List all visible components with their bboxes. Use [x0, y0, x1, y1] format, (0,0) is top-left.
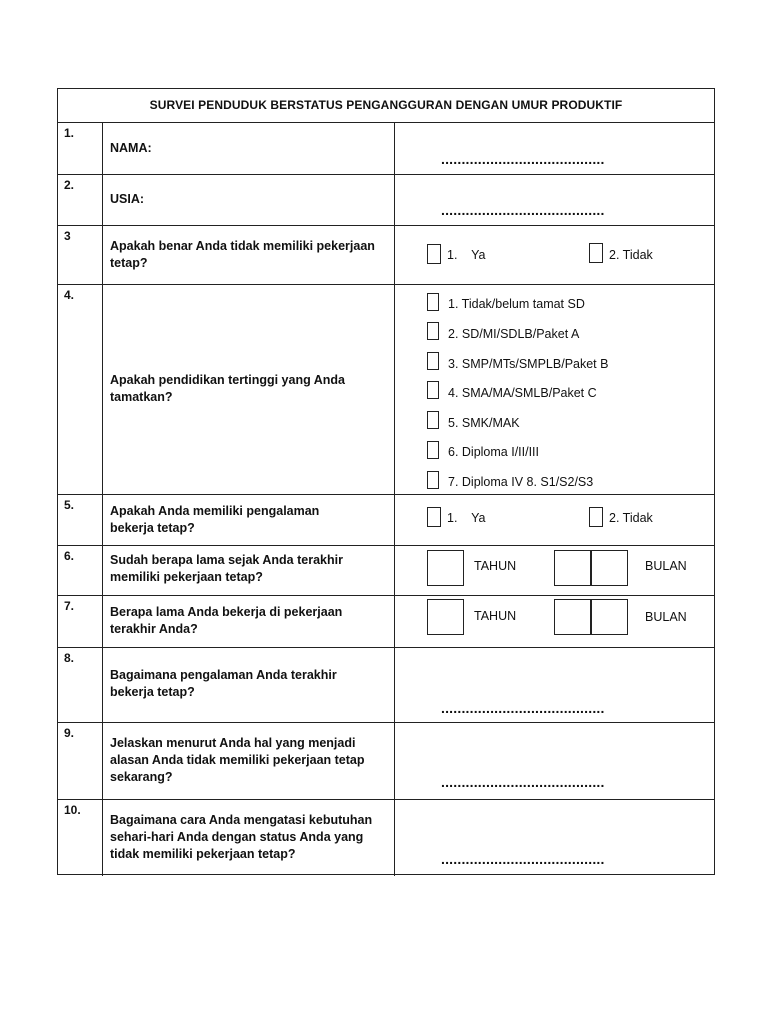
answer-cell: [395, 546, 714, 595]
answer-cell: [395, 175, 714, 225]
option-edu-3: 3. SMP/MTs/SMPLB/Paket B: [448, 357, 609, 371]
option-edu-6: 6. Diploma I/II/III: [448, 445, 540, 459]
question-number: 1.: [58, 123, 103, 174]
answer-blank[interactable]: ........................................: [441, 202, 605, 218]
option-tidak: 2. Tidak: [609, 248, 653, 262]
year-unit-label: TAHUN: [474, 609, 517, 623]
question-number: 3: [58, 226, 103, 284]
checkbox-tidak[interactable]: [589, 243, 603, 263]
question-number: 4.: [58, 285, 103, 494]
answer-cell: [395, 596, 714, 647]
answer-blank[interactable]: ........................................: [441, 700, 605, 716]
option-edu-1: 1. Tidak/belum tamat SD: [448, 297, 585, 311]
question-text: Sudah berapa lama sejak Anda terakhir memiliki pekerjaan tetap?: [110, 553, 343, 584]
question-row-7: [58, 596, 714, 648]
question-row-5: [58, 495, 714, 546]
option-edu-5: 5. SMK/MAK: [448, 416, 520, 430]
question-row-4: [58, 285, 714, 495]
question-text: Bagaimana pengalaman Anda terakhir bekerja tetap?: [110, 668, 337, 699]
month-unit-label: BULAN: [645, 610, 687, 624]
question-text: Apakah benar Anda tidak memiliki pekerjaan tetap?: [110, 239, 375, 270]
checkbox-edu-6[interactable]: [427, 441, 439, 459]
question-text: NAMA:: [110, 141, 152, 155]
answer-cell: [395, 226, 714, 284]
option-tidak: 2. Tidak: [609, 511, 653, 525]
question-number: 10.: [58, 800, 103, 876]
question-row-3: [58, 226, 714, 285]
answer-cell: [395, 723, 714, 799]
checkbox-edu-5[interactable]: [427, 411, 439, 429]
answer-cell: [395, 800, 714, 876]
question-text: USIA:: [110, 192, 145, 206]
survey-form: [57, 88, 715, 875]
year-unit-label: TAHUN: [474, 559, 517, 573]
question-row-6: [58, 546, 714, 596]
question-text: Jelaskan menurut Anda hal yang menjadi alasan Anda tidak memiliki pekerjaan tetap sekarang?: [110, 736, 365, 784]
month-digit-box-2[interactable]: [591, 599, 628, 635]
question-text: Apakah pendidikan tertinggi yang Anda tamatkan?: [110, 373, 345, 404]
question-number: 2.: [58, 175, 103, 225]
month-digit-box-2[interactable]: [591, 550, 628, 586]
answer-blank[interactable]: ........................................: [441, 151, 605, 167]
question-row-10: [58, 800, 714, 876]
answer-cell: [395, 495, 714, 545]
question-number: 8.: [58, 648, 103, 722]
year-digit-box[interactable]: [427, 599, 464, 635]
question-row-2: [58, 175, 714, 226]
question-number: 6.: [58, 546, 103, 595]
answer-blank[interactable]: ........................................: [441, 774, 605, 790]
option-ya: 1. Ya: [447, 248, 486, 262]
question-number: 9.: [58, 723, 103, 799]
answer-cell: [395, 648, 714, 722]
checkbox-edu-4[interactable]: [427, 381, 439, 399]
answer-cell: [395, 285, 714, 494]
question-number: 5.: [58, 495, 103, 545]
checkbox-edu-1[interactable]: [427, 293, 439, 311]
year-digit-box[interactable]: [427, 550, 464, 586]
question-row-9: [58, 723, 714, 800]
question-text: Berapa lama Anda bekerja di pekerjaan terakhir Anda?: [110, 605, 343, 636]
checkbox-edu-3[interactable]: [427, 352, 439, 370]
answer-blank[interactable]: ........................................: [441, 851, 605, 867]
checkbox-edu-2[interactable]: [427, 322, 439, 340]
checkbox-tidak[interactable]: [589, 507, 603, 527]
option-edu-4: 4. SMA/MA/SMLB/Paket C: [448, 386, 597, 400]
checkbox-edu-7[interactable]: [427, 471, 439, 489]
question-number: 7.: [58, 596, 103, 647]
question-text: Bagaimana cara Anda mengatasi kebutuhan sehari-hari Anda dengan status Anda yang tidak memiliki pekerjaan tetap?: [110, 813, 373, 861]
checkbox-ya[interactable]: [427, 244, 441, 264]
answer-cell: [395, 123, 714, 174]
option-edu-2: 2. SD/MI/SDLB/Paket A: [448, 327, 580, 341]
question-row-1: [58, 123, 714, 175]
checkbox-ya[interactable]: [427, 507, 441, 527]
month-unit-label: BULAN: [645, 559, 687, 573]
month-digit-box-1[interactable]: [554, 550, 591, 586]
form-title: SURVEI PENDUDUK BERSTATUS PENGANGGURAN DENGAN UMUR PRODUKTIF: [58, 89, 714, 123]
question-text: Apakah Anda memiliki pengalaman bekerja tetap?: [110, 504, 320, 535]
option-edu-7: 7. Diploma IV 8. S1/S2/S3: [448, 475, 594, 489]
question-row-8: [58, 648, 714, 723]
month-digit-box-1[interactable]: [554, 599, 591, 635]
option-ya: 1. Ya: [447, 511, 486, 525]
